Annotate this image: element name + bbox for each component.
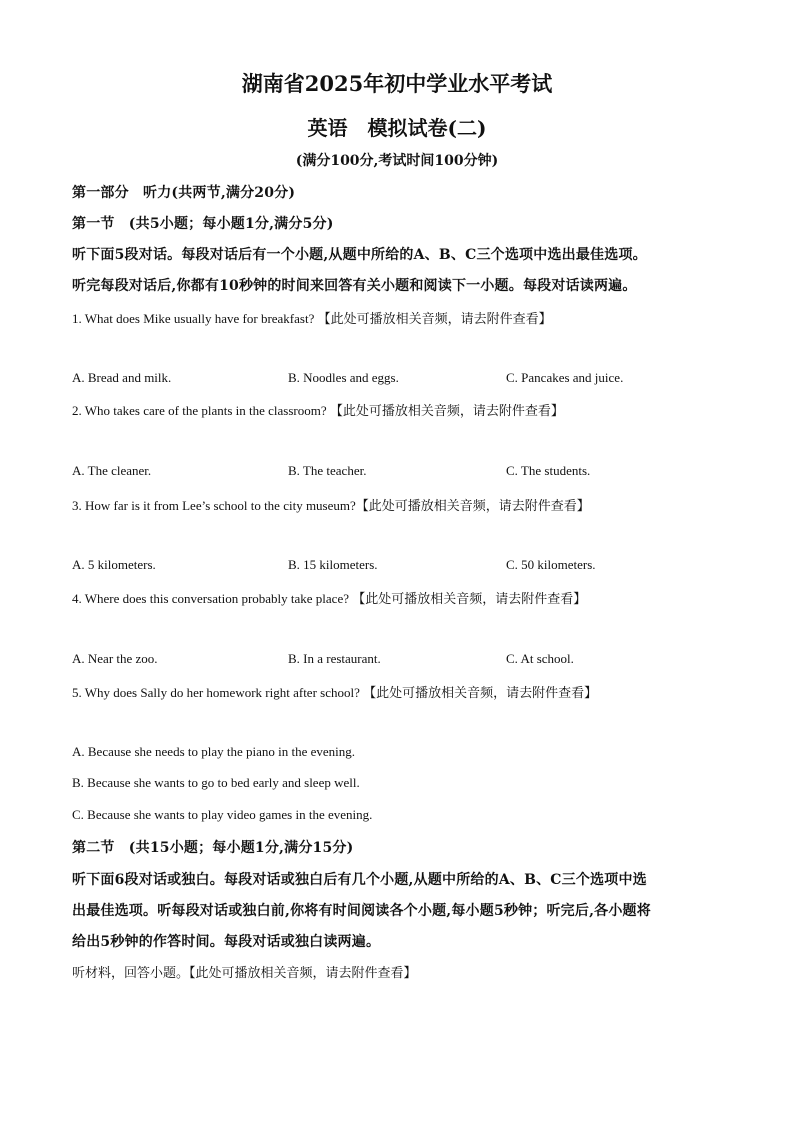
question-1-option-c[interactable]: C. Pancakes and juice. [506,370,624,385]
question-3-option-b[interactable]: B. 15 kilometers. [288,557,378,572]
part1-heading: 第一部分 听力(共两节,满分20分) [72,185,296,201]
section1-instruction-line2: 听完每段对话后,你都有10秒钟的时间来回答有关小题和阅读下一小题。每段对话读两遍。 [72,278,637,294]
question-1-stem: 1. What does Mike usually have for breakfast? 【此处可播放相关音频，请去附件查看】 [72,311,552,326]
section1-instruction-line1: 听下面5段对话。每段对话后有一个小题,从题中所给的A、B、C三个选项中选出最佳选项。 [72,247,647,263]
question-2-option-a[interactable]: A. The cleaner. [72,463,152,478]
question-1-option-a[interactable]: A. Bread and milk. [72,370,172,385]
question-1-option-b[interactable]: B. Noodles and eggs. [288,370,399,385]
question-5-option-b[interactable]: B. Because she wants to go to bed early and sleep well. [72,775,360,790]
question-5-option-a[interactable]: A. Because she needs to play the piano in the evening. [72,744,356,759]
section2-instruction-line3: 给出5秒钟的作答时间。每段对话或独白读两遍。 [72,934,381,950]
section1-heading: 第一节 (共5小题；每小题1分,满分5分) [72,216,334,232]
question-2-option-c[interactable]: C. The students. [506,463,591,478]
question-4-stem: 4. Where does this conversation probably take place? 【此处可播放相关音频，请去附件查看】 [72,591,587,606]
exam-note: (满分100分,考试时间100分钟) [295,153,499,169]
section2-instruction-line2: 出最佳选项。听每段对话或独白前,你将有时间阅读各个小题,每小题5秒钟；听完后,各小题将 [72,903,651,919]
exam-subtitle: 英语 模拟试卷(二) [307,116,487,140]
question-4-option-c[interactable]: C. At school. [506,651,574,666]
exam-title: 湖南省2025年初中学业水平考试 [241,71,553,96]
section2-instruction-line1: 听下面6段对话或独白。每段对话或独白后有几个小题,从题中所给的A、B、C三个选项中选 [72,872,647,888]
question-3-stem: 3. How far is it from Lee’s school to the city museum?【此处可播放相关音频，请去附件查看】 [72,498,590,513]
question-2-option-b[interactable]: B. The teacher. [288,463,367,478]
section2-heading: 第二节 (共15小题；每小题1分,满分15分) [72,840,354,856]
question-3-option-a[interactable]: A. 5 kilometers. [72,557,156,572]
question-4-option-a[interactable]: A. Near the zoo. [72,651,158,666]
question-3-option-c[interactable]: C. 50 kilometers. [506,557,596,572]
question-2-stem: 2. Who takes care of the plants in the classroom? 【此处可播放相关音频，请去附件查看】 [72,403,564,418]
material-note: 听材料，回答小题。【此处可播放相关音频，请去附件查看】 [72,965,417,980]
question-4-option-b[interactable]: B. In a restaurant. [288,651,381,666]
question-5-option-c[interactable]: C. Because she wants to play video games in the evening. [72,807,373,822]
question-5-stem: 5. Why does Sally do her homework right after school? 【此处可播放相关音频，请去附件查看】 [72,685,598,700]
